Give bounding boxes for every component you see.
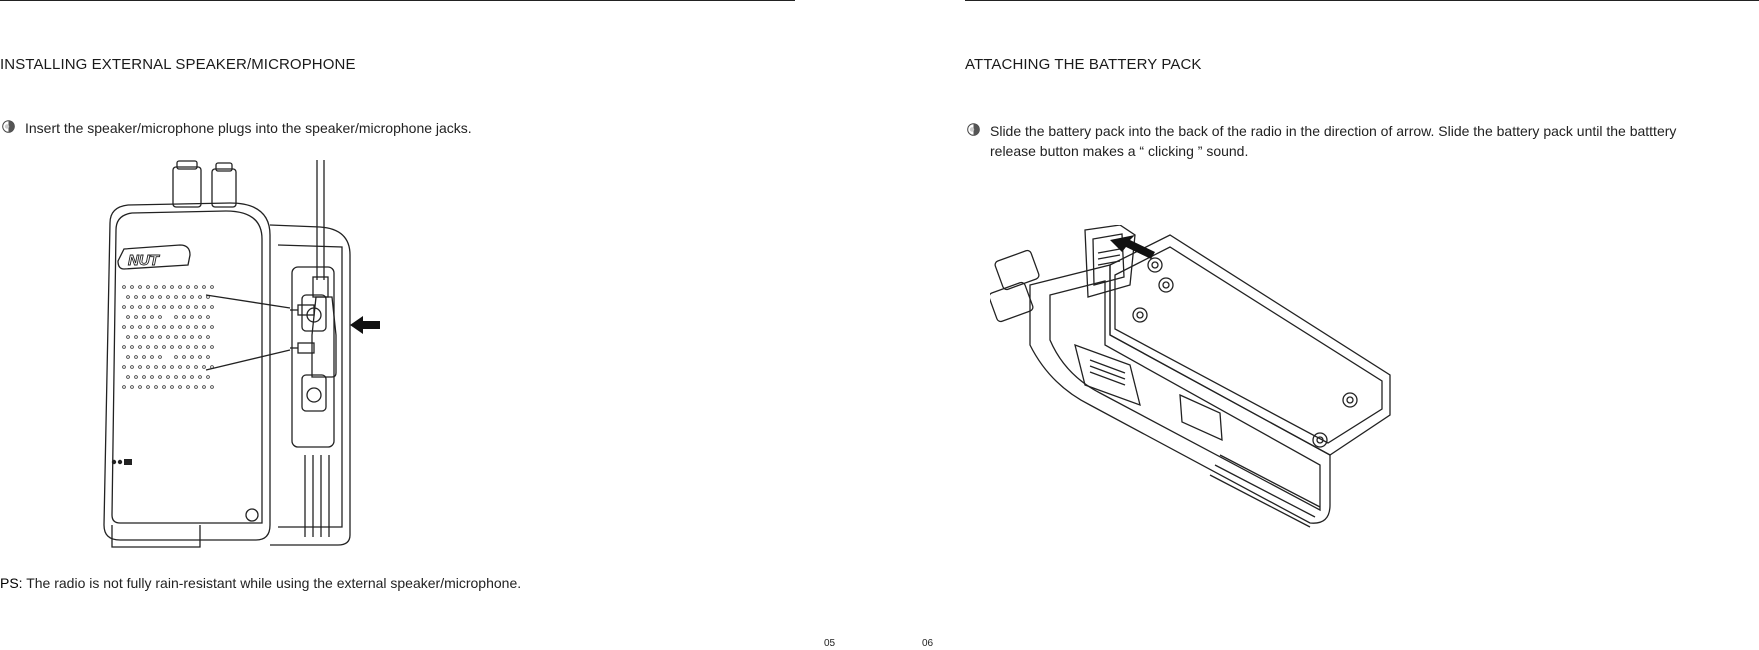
instruction-battery-pack [967, 121, 1707, 161]
page-number-right: 06 [922, 638, 934, 649]
instruction-speaker-mic [2, 118, 762, 138]
ps-label: PS: [0, 575, 23, 591]
page-heading-battery-pack: ATTACHING THE BATTERY PACK [965, 56, 1202, 73]
left-arrow-icon [350, 316, 380, 334]
bullet-icon [967, 123, 980, 136]
ps-note [0, 575, 521, 591]
bullet-icon [2, 120, 15, 133]
page-number-left: 05 [824, 638, 836, 649]
instruction-text: Slide the battery pack into the back of the radio in the direction of arrow. Slide the battery pack until the batttery release button makes a “ clicking ” sound. [990, 123, 1677, 159]
battery-pack-illustration [990, 225, 1410, 545]
ps-text: The radio is not fully rain-resistant while using the external speaker/microphone. [22, 575, 522, 591]
instruction-text: Insert the speaker/microphone plugs into the speaker/microphone jacks. [25, 120, 472, 136]
radio-brand-logo: NUT [128, 252, 159, 269]
radio-speaker-mic-illustration [80, 155, 440, 550]
page-heading-speaker-mic: INSTALLING EXTERNAL SPEAKER/MICROPHONE [0, 56, 356, 73]
top-rule-right [965, 0, 1759, 1]
top-rule-left [0, 0, 795, 1]
